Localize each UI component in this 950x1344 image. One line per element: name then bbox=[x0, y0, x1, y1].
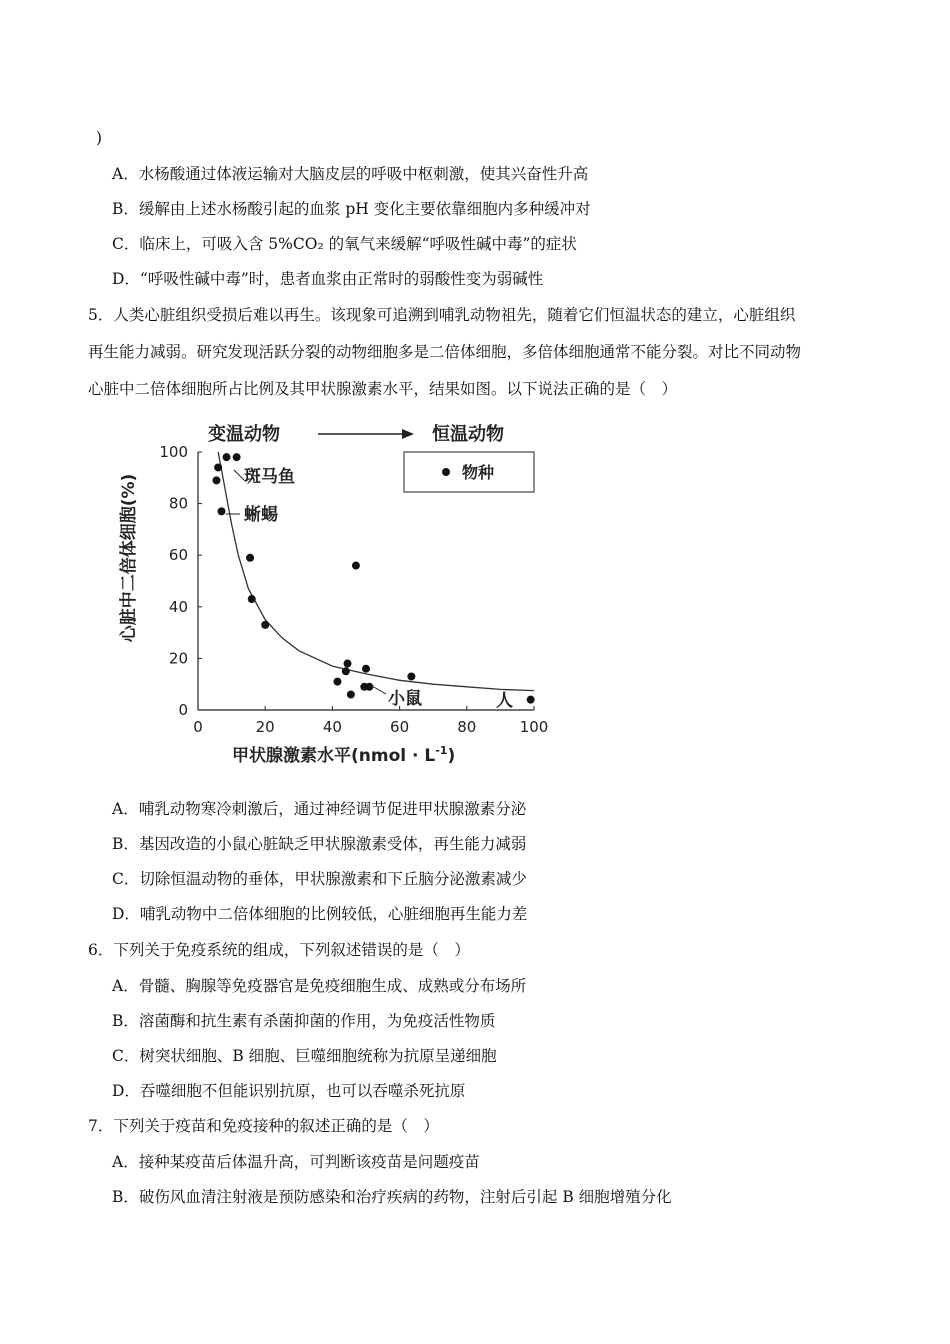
option-c: C．树突状细胞、B 细胞、巨噬细胞统称为抗原呈递细胞 bbox=[112, 1047, 497, 1065]
annotation-lizard: 蜥蜴 bbox=[244, 505, 278, 525]
data-point bbox=[261, 621, 269, 629]
y-tick-label: 0 bbox=[178, 701, 188, 719]
option-b: B．基因改造的小鼠心脏缺乏甲状腺激素受体，再生能力减弱 bbox=[112, 835, 527, 853]
legend-label: 物种 bbox=[462, 463, 495, 482]
data-point bbox=[248, 595, 256, 603]
data-point bbox=[233, 453, 241, 461]
legend-marker bbox=[442, 468, 450, 476]
x-tick-label: 40 bbox=[322, 718, 342, 736]
data-point bbox=[214, 463, 222, 471]
data-point bbox=[333, 678, 341, 686]
annotation-leader-zebrafish bbox=[234, 470, 244, 480]
chart-title-right: 恒温动物 bbox=[432, 424, 504, 445]
data-point bbox=[407, 672, 415, 680]
y-axis-label: 心脏中二倍体细胞(%) bbox=[119, 473, 139, 643]
option-d: D．哺乳动物中二倍体细胞的比例较低，心脏细胞再生能力差 bbox=[112, 905, 528, 923]
question-5-line-2: 再生能力减弱。研究发现活跃分裂的动物细胞多是二倍体细胞，多倍体细胞通常不能分裂。对比不同动物 bbox=[88, 343, 802, 361]
data-point bbox=[365, 683, 373, 691]
data-point bbox=[223, 453, 231, 461]
title-arrow-head bbox=[402, 429, 414, 439]
data-point bbox=[347, 691, 355, 699]
x-tick-label: 0 bbox=[193, 718, 203, 736]
x-axis-label: 甲状腺激素水平(nmol · $L^{-1}$) bbox=[232, 744, 456, 766]
data-point bbox=[362, 665, 370, 673]
option-d: D．吞噬细胞不但能识别抗原，也可以吞噬杀死抗原 bbox=[112, 1082, 466, 1100]
option-c: C．切除恒温动物的垂体，甲状腺激素和下丘脑分泌激素减少 bbox=[112, 870, 527, 888]
annotation-leader-mouse bbox=[372, 686, 386, 694]
annotation-zebrafish: 斑马鱼 bbox=[244, 467, 295, 487]
option-a: A．骨髓、胸腺等免疫器官是免疫细胞生成、成熟或分布场所 bbox=[112, 977, 527, 995]
option-a: A．接种某疫苗后体温升高，可判断该疫苗是问题疫苗 bbox=[112, 1153, 480, 1171]
data-point bbox=[246, 554, 254, 562]
data-point bbox=[527, 696, 535, 704]
option-b: B．破伤风血清注射液是预防感染和治疗疾病的药物，注射后引起 B 细胞增殖分化 bbox=[112, 1188, 672, 1206]
scatter-chart bbox=[110, 418, 560, 778]
y-tick-label: 100 bbox=[159, 443, 188, 461]
x-tick-label: 60 bbox=[390, 718, 410, 736]
x-tick-label: 100 bbox=[519, 718, 549, 736]
data-point bbox=[344, 660, 352, 668]
question-7: 7．下列关于疫苗和免疫接种的叙述正确的是（ ） bbox=[88, 1117, 439, 1135]
data-point bbox=[342, 667, 350, 675]
text-line: ) bbox=[96, 129, 103, 147]
x-tick-label: 80 bbox=[457, 718, 477, 736]
option-b: B．溶菌酶和抗生素有杀菌抑菌的作用，为免疫活性物质 bbox=[112, 1012, 496, 1030]
annotation-mouse: 小鼠 bbox=[388, 689, 422, 709]
option-a: A．哺乳动物寒冷刺激后，通过神经调节促进甲状腺激素分泌 bbox=[112, 800, 527, 818]
y-tick-label: 80 bbox=[168, 494, 188, 513]
option-d: D．“呼吸性碱中毒”时，患者血浆由正常时的弱酸性变为弱碱性 bbox=[112, 270, 544, 288]
y-tick-label: 20 bbox=[168, 649, 188, 668]
annotation-human: 人 bbox=[496, 691, 513, 711]
question-5-line-1: 5．人类心脏组织受损后难以再生。该现象可追溯到哺乳动物祖先，随着它们恒温状态的建立，心脏组织 bbox=[88, 306, 796, 324]
data-point bbox=[212, 476, 220, 484]
option-c: C．临床上，可吸入含 5%CO₂ 的氧气来缓解“呼吸性碱中毒”的症状 bbox=[112, 235, 577, 253]
x-tick-label: 20 bbox=[255, 718, 275, 736]
question-6: 6．下列关于免疫系统的组成，下列叙述错误的是（ ） bbox=[88, 941, 470, 959]
chart-svg bbox=[110, 418, 560, 778]
y-tick-label: 40 bbox=[168, 597, 188, 616]
fit-curve bbox=[218, 452, 534, 691]
question-5-line-3: 心脏中二倍体细胞所占比例及其甲状腺激素水平，结果如图。以下说法正确的是（ ） bbox=[88, 380, 678, 398]
option-b: B．缓解由上述水杨酸引起的血浆 pH 变化主要依靠细胞内多种缓冲对 bbox=[112, 200, 591, 218]
y-tick-label: 60 bbox=[168, 546, 188, 565]
data-point bbox=[352, 562, 360, 570]
option-a: A．水杨酸通过体液运输对大脑皮层的呼吸中枢刺激，使其兴奋性升高 bbox=[112, 165, 589, 183]
data-point bbox=[218, 507, 226, 515]
chart-title-left: 变温动物 bbox=[208, 424, 280, 445]
